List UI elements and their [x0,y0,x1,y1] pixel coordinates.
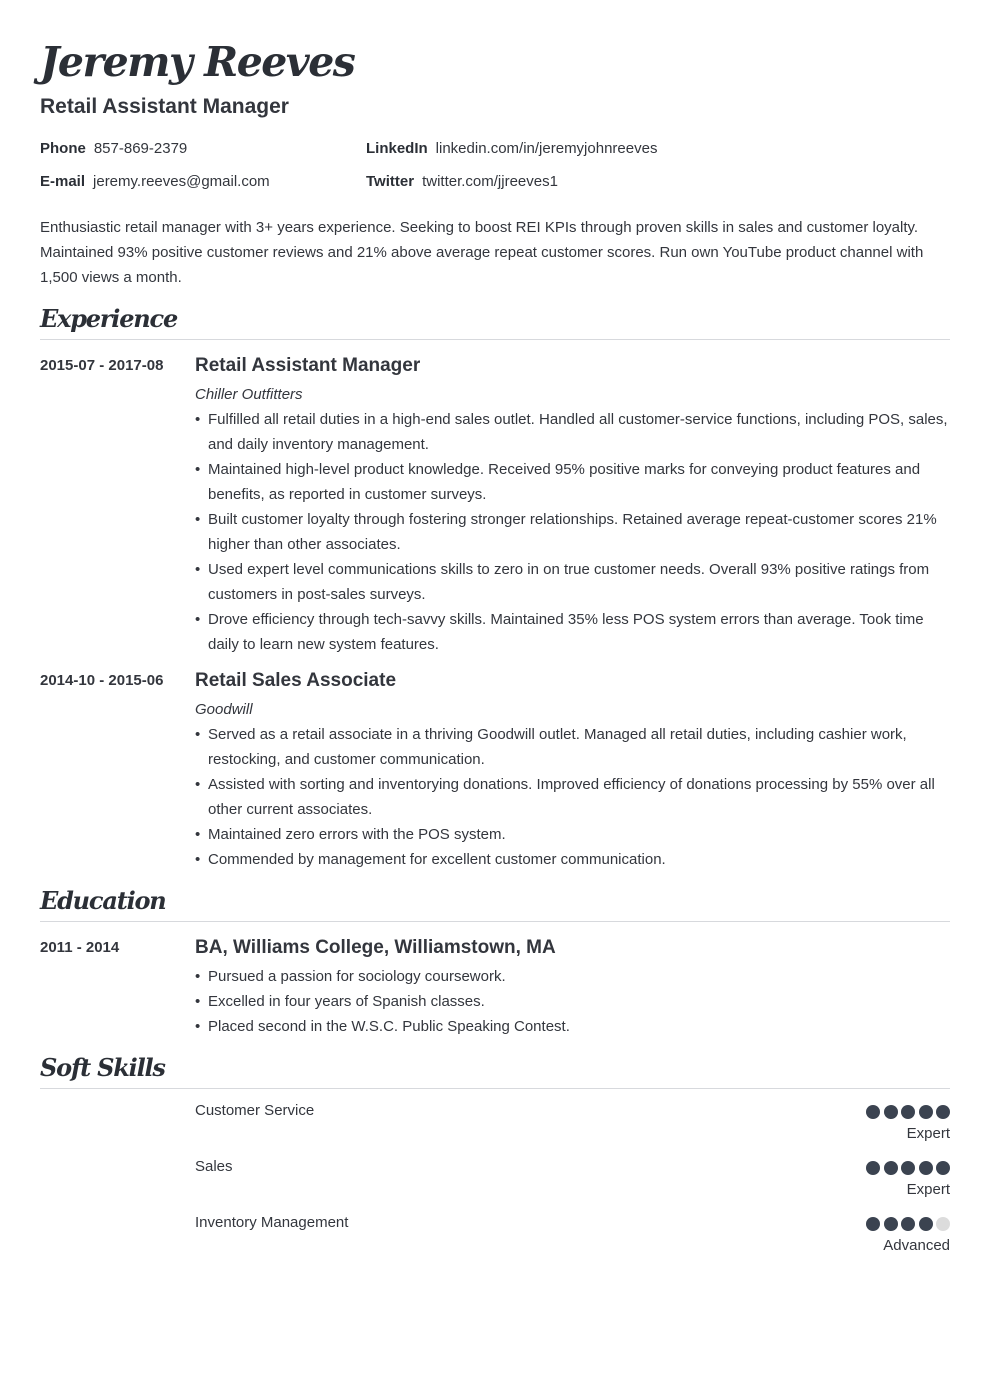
job-bullet: • Used expert level communications skills to zero in on true customer needs. Overall 93% positive ratings from customers in post-sales surveys. [195,557,950,607]
contact-linkedin [366,139,657,159]
education-dates: 2011 - 2014 [40,939,120,956]
contact-phone [40,139,187,159]
twitter-value[interactable]: twitter.com/jjreeves1 [422,173,558,190]
job-role: Retail Assistant Manager [195,355,421,376]
education-degree: BA, Williams College, Williamstown, MA [195,937,556,958]
job-bullet: • Built customer loyalty through fostering stronger relationships. Retained average repeat-customer scores 21% higher than other associates. [195,507,950,557]
rating-dot-empty [936,1217,950,1231]
skill-name: Sales [195,1158,233,1175]
education-heading: Education [40,886,166,915]
education-bullet: • Excelled in four years of Spanish classes. [195,989,950,1014]
job-bullet: • Drove efficiency through tech-savvy skills. Maintained 35% less POS system errors than average. Took time daily to learn new system features. [195,607,950,657]
job-dates: 2014-10 - 2015-06 [40,672,164,689]
email-value[interactable]: jeremy.reeves@gmail.com [93,173,270,190]
profile-summary: Enthusiastic retail manager with 3+ years experience. Seeking to boost REI KPIs through proven skills in sales and customer loyalty. Maintained 93% positive customer reviews and 21% above average repeat customer scores. Run own YouTube product channel with 1,500 views a month. [40,219,924,286]
job-dates: 2015-07 - 2017-08 [40,357,164,374]
rating-dot-filled [884,1217,898,1231]
rating-dot-filled [919,1161,933,1175]
linkedin-label: LinkedIn [366,140,428,157]
skill-name: Inventory Management [195,1214,349,1231]
phone-label: Phone [40,140,86,157]
skills-divider [40,1088,950,1089]
job-company: Chiller Outfitters [195,386,303,403]
job-bullet: • Maintained high-level product knowledge. Received 95% positive marks for conveying product features and benefits, as reported in customer surveys. [195,457,950,507]
skill-rating [866,1161,950,1175]
education-divider [40,921,950,922]
skill-level: Expert [906,1125,950,1142]
skill-level: Advanced [883,1237,950,1254]
rating-dot-filled [901,1105,915,1119]
rating-dot-filled [884,1105,898,1119]
job-role: Retail Sales Associate [195,670,397,691]
job-bullets [195,407,950,657]
rating-dot-filled [919,1105,933,1119]
job-bullet: • Fulfilled all retail duties in a high-end sales outlet. Handled all customer-service functions, including POS, sales, and daily inventory management. [195,407,950,457]
rating-dot-filled [901,1217,915,1231]
rating-dot-filled [866,1217,880,1231]
rating-dot-filled [919,1217,933,1231]
job-bullet: • Commended by management for excellent customer communication. [195,847,950,872]
job-bullet: • Maintained zero errors with the POS system. [195,822,950,847]
skill-rating [866,1217,950,1231]
skill-level: Expert [906,1181,950,1198]
rating-dot-filled [901,1161,915,1175]
rating-dot-filled [936,1161,950,1175]
skill-name: Customer Service [195,1102,315,1119]
job-company: Goodwill [195,701,253,718]
skill-rating [866,1105,950,1119]
rating-dot-filled [884,1161,898,1175]
linkedin-value[interactable]: linkedin.com/in/jeremyjohnreeves [435,140,658,157]
contact-email [40,172,270,192]
education-bullet: • Placed second in the W.S.C. Public Speaking Contest. [195,1014,950,1039]
experience-heading: Experience [40,304,178,333]
contact-twitter [366,172,558,192]
candidate-title: Retail Assistant Manager [40,95,289,118]
twitter-label: Twitter [366,173,415,190]
rating-dot-filled [936,1105,950,1119]
rating-dot-filled [866,1105,880,1119]
email-label: E-mail [40,173,86,190]
skills-heading: Soft Skills [40,1053,165,1082]
job-bullet: • Served as a retail associate in a thriving Goodwill outlet. Managed all retail duties, including cashier work, restocking, and customer communication. [195,722,950,772]
experience-divider [40,339,950,340]
job-bullets [195,722,950,872]
phone-value: 857-869-2379 [93,140,188,157]
education-bullet: • Pursued a passion for sociology coursework. [195,964,950,989]
job-bullet: • Assisted with sorting and inventorying donations. Improved efficiency of donations processing by 55% over all other current associates. [195,772,950,822]
candidate-name: Jeremy Reeves [40,38,355,86]
rating-dot-filled [866,1161,880,1175]
education-bullets [195,964,950,1039]
